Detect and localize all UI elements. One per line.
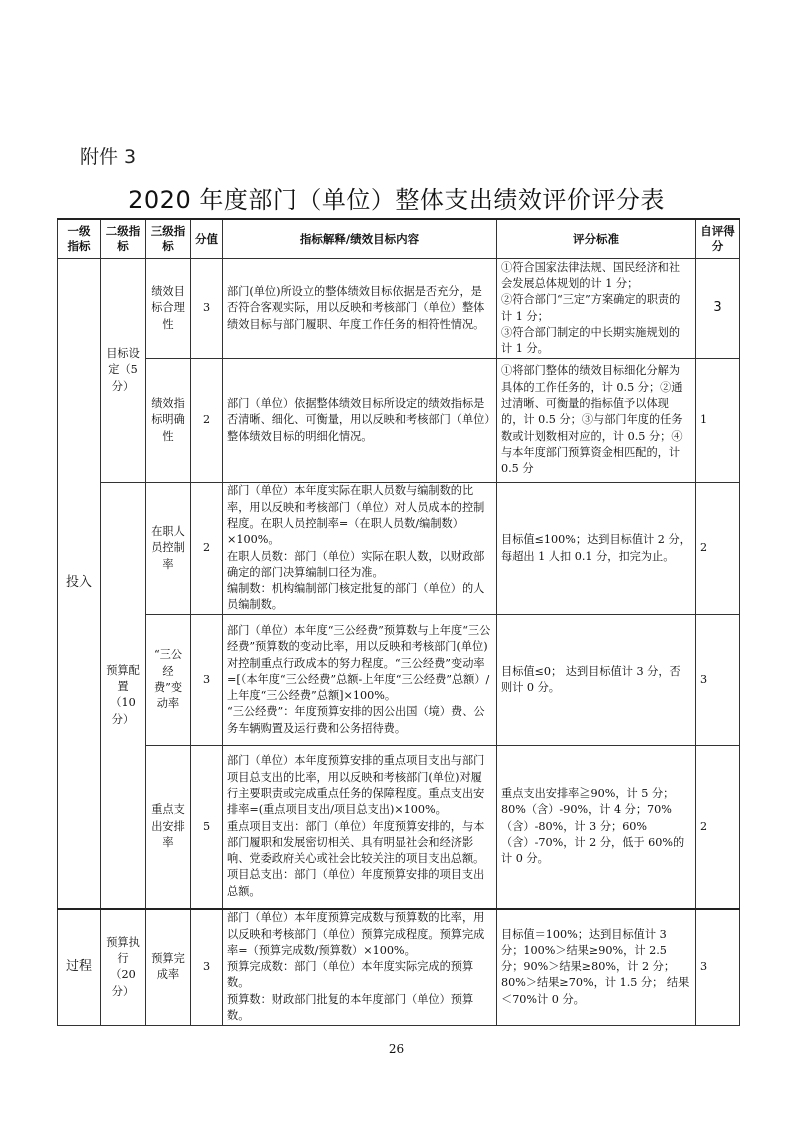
table-row [58,359,740,483]
criteria-cell: 目标值≤100%；达到目标值计 2 分，每超出 1 人扣 0.1 分，扣完为止。 [497,483,696,615]
table-header-row [58,219,740,259]
self-score-cell: 3 [696,259,740,359]
page-title: 2020 年度部门（单位）整体支出绩效评价评分表 [128,186,665,214]
header-self-score: 自评得分 [696,219,740,259]
table-row [58,483,740,615]
level3-cell: 绩效指标明确性 [146,359,191,483]
table-row [58,259,740,359]
score-cell: 3 [191,615,223,746]
level2-cell: 目标设定（5分） [101,259,146,483]
header-level3: 三级指标 [146,219,191,259]
criteria-cell: 目标值≤0； 达到目标值计 3 分，否则计 0 分。 [497,615,696,746]
score-cell: 2 [191,359,223,483]
score-cell: 2 [191,483,223,615]
explanation-cell: 部门（单位）本年度预算安排的重点项目支出与部门项目总支出的比率，用以反映和考核部门(单位)对履行主要职责或完成重点任务的保障程度。重点支出安排率=(重点项目支出/项目总支出)×100%。 重点项目支出：部门（单位）年度预算安排的，与本部门履职和发展密切相关、具有明显社会和经济影响、党委政府关心或社会比较关注的项目支出总额。 项目总支出：部门（单位）年度预算安排的项目支出总额。 [223,746,497,909]
level3-cell: “三公经费”变动率 [146,615,191,746]
level2-cell: 预算执行（20分） [101,909,146,1026]
level3-cell: 绩效目标合理性 [146,259,191,359]
header-explanation: 指标解释/绩效目标内容 [223,219,497,259]
criteria-cell: ①符合国家法律法规、国民经济和社会发展总体规划的计 1 分； ②符合部门“三定”方案确定的职责的计 1 分； ③符合部门制定的中长期实施规划的计 1 分。 [497,259,696,359]
criteria-cell: ①将部门整体的绩效目标细化分解为具体的工作任务的，计 0.5 分；②通过清晰、可衡量的指标值予以体现的，计 0.5 分；③与部门年度的任务数或计划数相对应的，计 0.5 分；④与本年度部门预算资金相匹配的，计 0.5 分 [497,359,696,483]
level1-cell: 投入 [58,259,101,909]
score-cell: 3 [191,909,223,1026]
attachment-label: 附件 3 [80,146,137,168]
level3-cell: 预算完成率 [146,909,191,1026]
header-score: 分值 [191,219,223,259]
explanation-cell: 部门（单位）依据整体绩效目标所设定的绩效指标是否清晰、细化、可衡量，用以反映和考核部门（单位）整体绩效目标的明细化情况。 [223,359,497,483]
self-score-cell: 2 [696,483,740,615]
explanation-cell: 部门（单位）本年度预算完成数与预算数的比率，用以反映和考核部门（单位）预算完成程度。预算完成率=（预算完成数/预算数）×100%。 预算完成数：部门（单位）本年度实际完成的预算数。 预算数：财政部门批复的本年度部门（单位）预算数。 [223,909,497,1026]
self-score-cell: 3 [696,615,740,746]
explanation-cell: 部门(单位)所设立的整体绩效目标依据是否充分，是否符合客观实际，用以反映和考核部门（单位）整体绩效目标与部门履职、年度工作任务的相符性情况。 [223,259,497,359]
header-criteria: 评分标准 [497,219,696,259]
criteria-cell: 目标值＝100%；达到目标值计 3 分；100%＞结果≥90%，计 2.5 分；90%＞结果≥80%，计 2 分；80%＞结果≥70%，计 1.5 分； 结果＜70%计 0 分。 [497,909,696,1026]
table-row [58,909,740,1026]
table-row [58,615,740,746]
header-level1: 一级指标 [58,219,101,259]
score-cell: 5 [191,746,223,909]
level3-cell: 在职人员控制率 [146,483,191,615]
self-score-cell: 1 [696,359,740,483]
criteria-cell: 重点支出安排率≧90%，计 5 分；80%（含）-90%，计 4 分；70%（含）-80%，计 3 分；60%（含）-70%，计 2 分，低于 60%的计 0 分。 [497,746,696,909]
explanation-cell: 部门（单位）本年度实际在职人员数与编制数的比率，用以反映和考核部门（单位）对人员成本的控制程度。在职人员控制率=（在职人员数/编制数）×100%。 在职人员数：部门（单位）实际在职人数，以财政部确定的部门决算编制口径为准。 编制数：机构编制部门核定批复的部门（单位）的人员编制数。 [223,483,497,615]
header-level2: 二级指标 [101,219,146,259]
table-row [58,746,740,909]
level2-cell: 预算配置（10分） [101,483,146,909]
explanation-cell: 部门（单位）本年度“三公经费”预算数与上年度“三公经费”预算数的变动比率，用以反映和考核部门(单位)对控制重点行政成本的努力程度。“三公经费”变动率=[（本年度“三公经费”总额-上年度“三公经费”总额）/上年度“三公经费”总额]×100%。 “三公经费”：年度预算安排的因公出国（境）费、公务车辆购置及运行费和公务招待费。 [223,615,497,746]
score-table [57,218,740,1026]
page-number: 26 [388,1042,405,1056]
score-cell: 3 [191,259,223,359]
level1-cell: 过程 [58,909,101,1026]
self-score-cell: 3 [696,909,740,1026]
level3-cell: 重点支出安排率 [146,746,191,909]
self-score-cell: 2 [696,746,740,909]
